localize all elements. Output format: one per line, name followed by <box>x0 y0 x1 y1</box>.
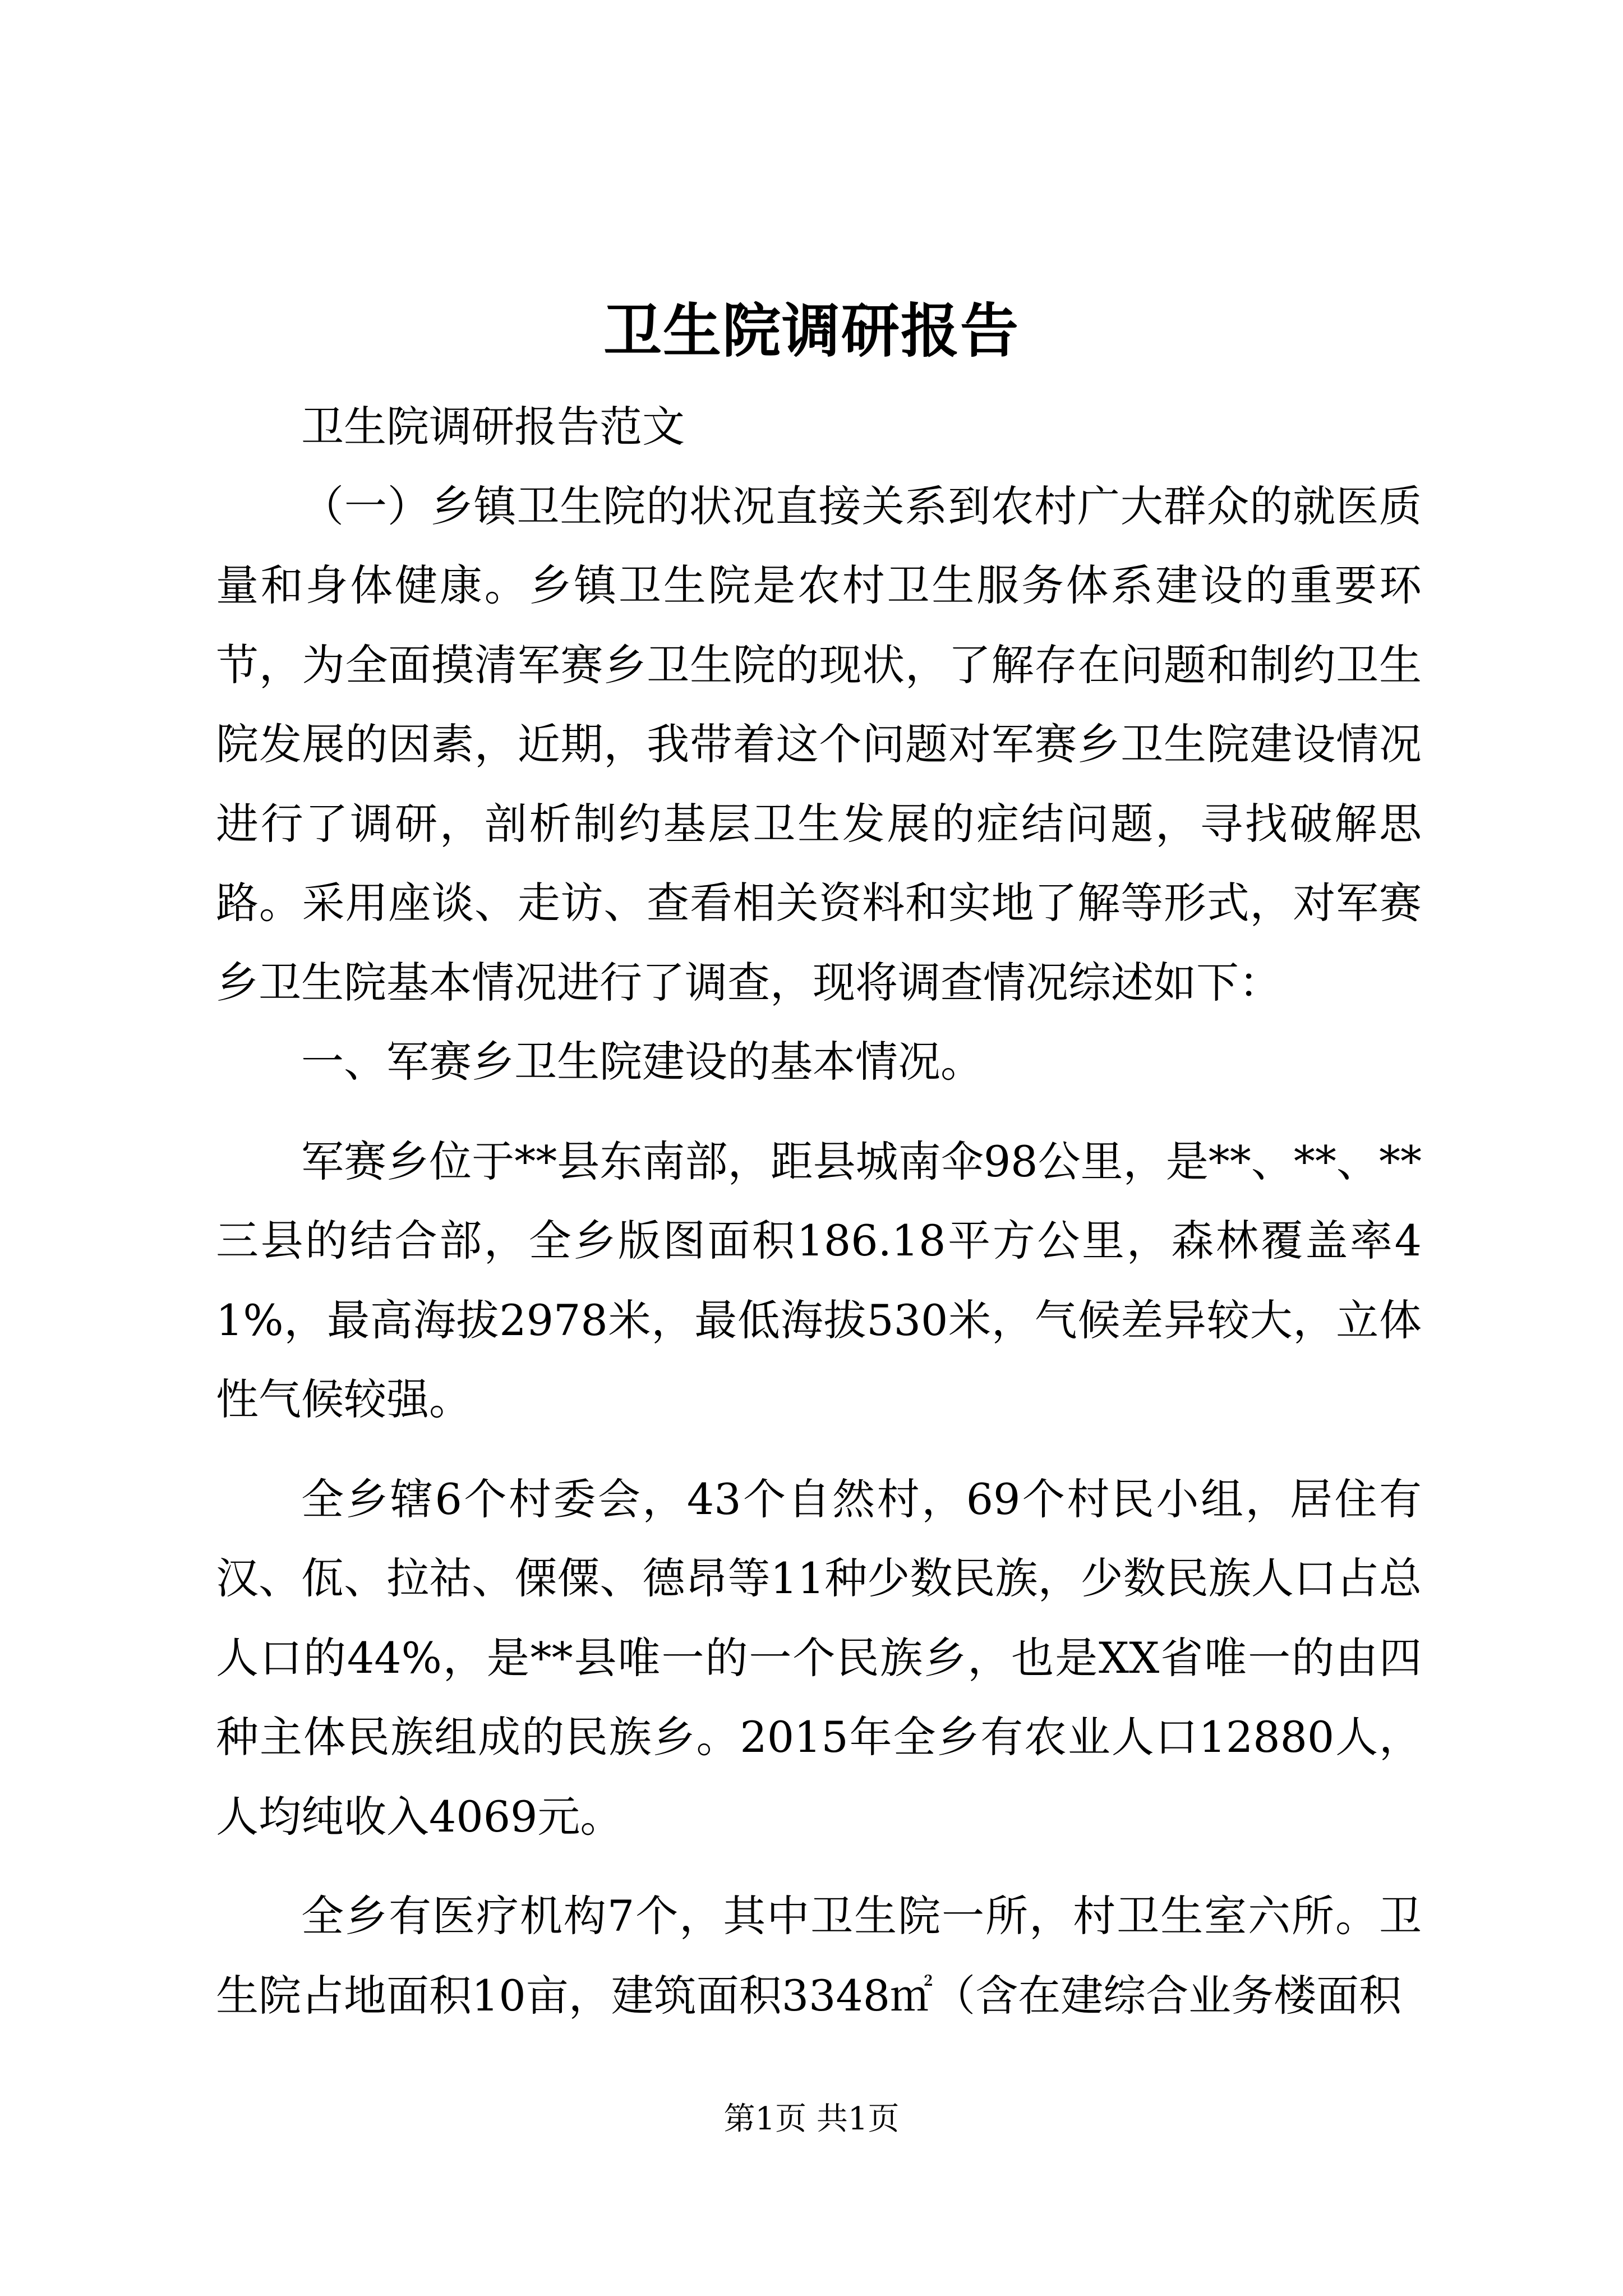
document-title: 卫生院调研报告 <box>603 296 1020 365</box>
document-body <box>216 387 1422 2035</box>
section-heading: 一、军赛乡卫生院建设的基本情况。 <box>301 1037 983 1087</box>
subtitle-paragraph: 卫生院调研报告范文 <box>301 402 685 452</box>
population-paragraph: 全乡辖6个村委会，43个自然村，69个村民小组，居住有汉、佤、拉祜、傈僳、德昂等11种少数民族，少数民族人口占总人口的44%，是**县唯一的一个民族乡，也是XX省唯一的由四种主体民族组成的民族乡。2015年全乡有农业人口12880人，人均纯收入4069元。 <box>216 1474 1422 1842</box>
location-paragraph: 军赛乡位于**县东南部，距县城南伞98公里，是**、**、**三县的结合部，全乡版图面积186.18平方公里，森林覆盖率41%，最高海拔2978米，最低海拔530米，气候差异较大，立体性气候较强。 <box>216 1136 1422 1424</box>
page-footer: 第1页 共1页 <box>723 2101 900 2137</box>
intro-paragraph: （一）乡镇卫生院的状况直接关系到农村广大群众的就医质量和身体健康。乡镇卫生院是农村卫生服务体系建设的重要环节，为全面摸清军赛乡卫生院的现状，了解存在问题和制约卫生院发展的因素，近期，我带着这个问题对军赛乡卫生院建设情况进行了调研，剖析制约基层卫生发展的症结问题，寻找破解思路。采用座谈、走访、查看相关资料和实地了解等形式，对军赛乡卫生院基本情况进行了调查，现将调查情况综述如下： <box>216 481 1422 1007</box>
medical-facilities-paragraph: 全乡有医疗机构7个，其中卫生院一所，村卫生室六所。卫生院占地面积10亩，建筑面积3348㎡（含在建综合业务楼面积 <box>216 1891 1422 2021</box>
